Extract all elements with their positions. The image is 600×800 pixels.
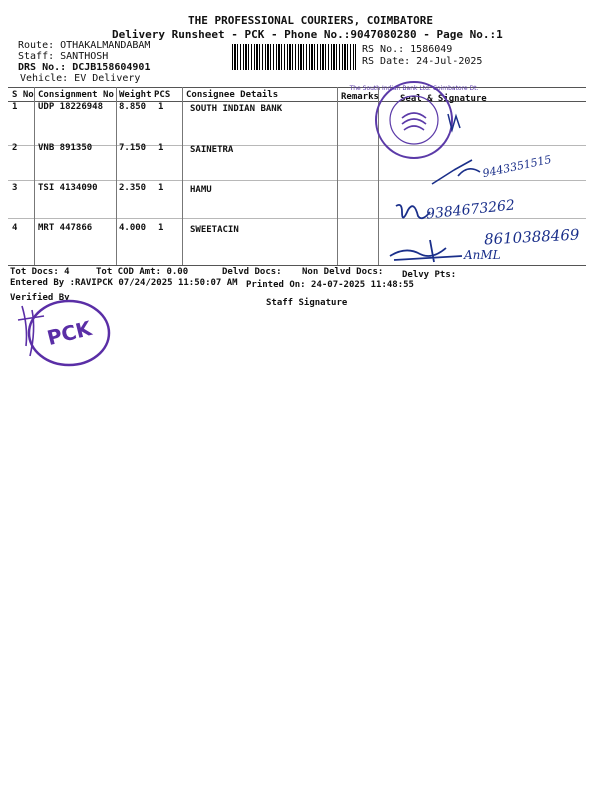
row-consignment: TSI 4134090 xyxy=(38,183,98,193)
col-header-seal-signature: Seal & Signature xyxy=(400,94,487,104)
row-weight: 8.850 xyxy=(119,102,147,112)
pck-stamp-text: PCK xyxy=(44,316,94,351)
row-consignment: MRT 447866 xyxy=(38,223,93,233)
col-divider xyxy=(34,87,35,265)
row-sno: 1 xyxy=(12,102,18,112)
row-sno: 3 xyxy=(12,183,18,193)
row-pcs: 1 xyxy=(158,183,164,193)
row-weight: 2.350 xyxy=(119,183,147,193)
row-divider xyxy=(8,145,586,146)
col-header-sno: S No xyxy=(12,90,34,100)
verified-by: Verified By xyxy=(10,293,70,303)
row-consignment: UDP 18226948 xyxy=(38,102,104,112)
total-cod-amount: Tot COD Amt: 0.00 xyxy=(96,267,189,277)
vehicle-text: Vehicle: EV Delivery xyxy=(20,73,141,84)
company-title: THE PROFESSIONAL COURIERS, COIMBATORE xyxy=(188,14,434,27)
seal-text: The South Indian Bank Ltd. Coimbatore Dt. xyxy=(349,85,479,92)
col-divider xyxy=(116,87,117,265)
entered-by: Entered By :RAVIPCK 07/24/2025 11:50:07 AM xyxy=(10,278,238,288)
rs-date: RS Date: 24-Jul-2025 xyxy=(362,56,483,67)
row-pcs: 1 xyxy=(158,143,164,153)
rs-number: RS No.: 1586049 xyxy=(362,44,453,55)
col-header-consignment: Consignment No xyxy=(38,90,114,100)
row-consignee: SOUTH INDIAN BANK xyxy=(190,104,283,114)
handwritten-name: AnML xyxy=(464,248,501,262)
row-sno: 4 xyxy=(12,223,18,233)
col-divider xyxy=(337,87,338,265)
handwritten-phone: 9443351515 xyxy=(481,152,553,181)
total-docs: Tot Docs: 4 xyxy=(10,267,70,277)
row-weight: 4.000 xyxy=(119,223,147,233)
printed-on: Printed On: 24-07-2025 11:48:55 xyxy=(246,280,414,290)
drs-label: DRS No.: xyxy=(18,62,67,73)
row-sno: 2 xyxy=(12,143,18,153)
staff-signature-label: Staff Signature xyxy=(266,298,348,308)
col-header-weight: Weight xyxy=(119,90,152,100)
delivered-docs: Delvd Docs: xyxy=(222,267,282,277)
barcode xyxy=(232,44,356,70)
table-bottom-border xyxy=(8,265,586,266)
row-consignee: SWEETACIN xyxy=(190,225,239,235)
row-consignment: VNB 891350 xyxy=(38,143,93,153)
runsheet-subtitle: Delivery Runsheet - PCK - Phone No.:9047080280 - Page No.:1 xyxy=(112,28,503,41)
row-consignee: SAINETRA xyxy=(190,145,234,155)
col-header-pcs: PCS xyxy=(154,90,171,100)
route-text: Route: OTHAKALMANDABAM xyxy=(18,40,151,51)
signature-mark xyxy=(386,234,466,266)
table-top-border xyxy=(8,87,586,88)
handwritten-phone: 8610388469 xyxy=(483,225,580,249)
delivery-points: Delvy Pts: xyxy=(402,270,457,280)
drs-number xyxy=(18,62,150,73)
handwritten-phone: 9384673262 xyxy=(425,197,516,223)
row-pcs: 1 xyxy=(158,102,164,112)
row-consignee: HAMU xyxy=(190,185,212,195)
signature-mark xyxy=(428,150,488,190)
col-header-remarks: Remarks xyxy=(341,92,379,102)
non-delivered-docs: Non Delvd Docs: xyxy=(302,267,384,277)
row-weight: 7.150 xyxy=(119,143,147,153)
drs-value: DCJB158604901 xyxy=(72,62,151,73)
pck-stamp xyxy=(14,296,114,370)
col-divider xyxy=(182,87,183,265)
row-divider xyxy=(8,180,586,181)
signature-mark xyxy=(446,110,466,134)
col-header-consignee: Consignee Details xyxy=(186,90,279,100)
staff-text: Staff: SANTHOSH xyxy=(18,51,109,62)
row-divider xyxy=(8,218,586,219)
row-pcs: 1 xyxy=(158,223,164,233)
